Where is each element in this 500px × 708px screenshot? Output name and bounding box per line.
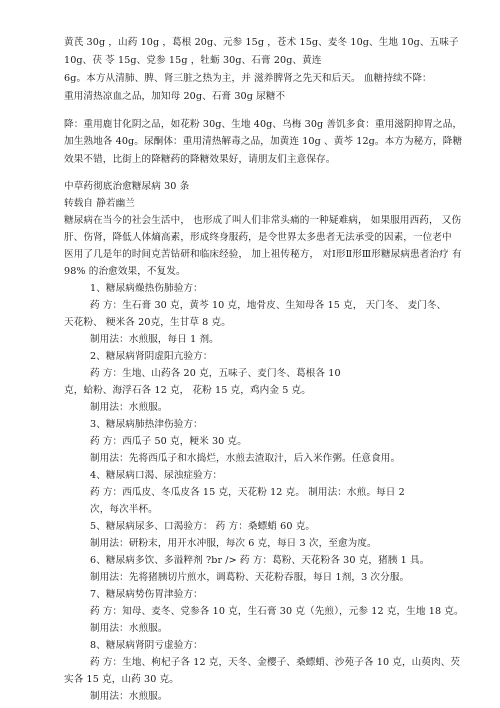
text-line: 效果不错，比街上的降糖药的降糖效果好，请朋友们主意保存。 (64, 154, 336, 165)
text-line: 2、糖尿病肾阴虚阳亢验方： (90, 351, 213, 362)
text-line: 实各 15 克，山药 30 克。 (64, 674, 179, 685)
text-line: 糖尿病在当今的社会生活中， 也形成了叫人们非常头痛的一种疑难病， 如果服用西药， 又伤 (64, 215, 462, 226)
text-line: 黄芪 30g ，山药 10g ，葛根 20g、元参 15g ，苍术 15g、麦冬 10g、生地 10g、五味子 (64, 37, 459, 48)
text-line: 制用法：先将猪胰切片煎水，调葛粉、天花粉吞服，每日 1剂，3 次分服。 (90, 572, 410, 583)
text-line: 转载自 静若幽兰 (64, 198, 136, 209)
text-line: 药 方：生地、山药各 20 克，五味子、麦门冬、葛根各 10 (90, 368, 341, 379)
text-line: 7、糖尿病势伤胃津验方： (90, 589, 203, 600)
text-line: 药 方：生石膏 30 克，黄芩 10 克，地骨皮、生知母各 15 克， 天门冬、 麦门冬、 (90, 300, 447, 311)
text-line: 6g。本方从清肺、脾、肾三脏之热为主，并 滋养脾肾之先天和后天。 血糖持续不降： (64, 73, 432, 84)
text-line: 克，蛤粉、海浮石各 12 克， 花粉 15 克，鸡内金 5 克。 (64, 385, 311, 396)
text-line: 10g、茯 苓 15g、党参 15g ，牡蛎 30g、石膏 20g、黄连 (64, 55, 322, 66)
text-line: 医用了几是年的时间克苦钻研和临床经验， 加上祖传秘方， 对Ⅰ形Ⅱ形Ⅲ形糖尿病患者治疗 有 (64, 249, 462, 260)
text-line: 制用法：先将西瓜子和水捣烂，水煎去渣取汁，后入米作粥。任意食用。 (90, 453, 401, 464)
text-line: 中草药彻底治愈糖尿病 30 条 (64, 181, 190, 192)
text-line: 药 方：西瓜皮、冬瓜皮各 15 克，天花粉 12 克。 制用法：水煎。每日 2 (90, 487, 405, 498)
text-line: 5、糖尿病尿多、口渴验方： 药 方：桑螵蛸 60 克。 (90, 521, 316, 532)
text-line: 制用法：水煎服。 (90, 691, 168, 702)
text-line: 降：重用鹿甘化阴之品，如花粉 30g、生地 40g、乌梅 30g 善饥多食：重用滋阴抑胃之品， (64, 119, 463, 130)
text-line: 重用清热凉血之品，加知母 20g、石膏 30g 尿糖不 (64, 91, 286, 102)
text-line: 4、糖尿病口渴、尿浊症验方： (90, 470, 223, 481)
text-line: 98% 的治愈效果，不复发。 (64, 266, 186, 277)
text-line: 8、糖尿病肾阴亏虚验方： (90, 640, 203, 651)
text-line: 天花粉、 粳米各 20克，生甘草 8 克。 (64, 317, 231, 328)
text-line: 药 方：知母、麦冬、党参各 10 克，生石膏 30 克（先煎），元参 12 克，生地 18 克。 (90, 606, 464, 617)
text-line: 3、糖尿病肺热津伤验方： (90, 419, 203, 430)
text-line: 药 方：生地、枸杞子各 12 克，天冬、金樱子、桑螵蛸、沙苑子各 10 克，山萸肉、芡 (90, 657, 461, 668)
text-line: 肝、伤肾，降低人体熵高素，形成终身服药，是令世界太多患者无法承受的因素，一位老中 (64, 232, 452, 243)
text-line: 药 方：西瓜子 50 克，粳米 30 克。 (90, 436, 247, 447)
text-line: 加生熟地各 40g。尿酮体：重用清热解毒之品，加黄连 10g 、黄芩 12g。本方为秘方，降糖 (64, 136, 463, 147)
text-line: 次，每次半杯。 (90, 504, 158, 515)
text-line: 1、糖尿病燥热伤肺验方： (90, 283, 203, 294)
text-line: 制用法：研粉末，用开水冲服，每次 6 克，每日 3 次，至愈为度。 (90, 538, 377, 549)
text-line: 制用法：水煎服，每日 1 剂。 (90, 334, 219, 345)
text-line: 制用法：水煎服。 (90, 623, 168, 634)
text-line: 制用法：水煎服。 (90, 402, 168, 413)
text-line: 6、糖尿病多饮、多溢粹剂 ?br /> 药 方：葛粉、天花粉各 30 克，猪胰 1 具。 (90, 555, 430, 566)
